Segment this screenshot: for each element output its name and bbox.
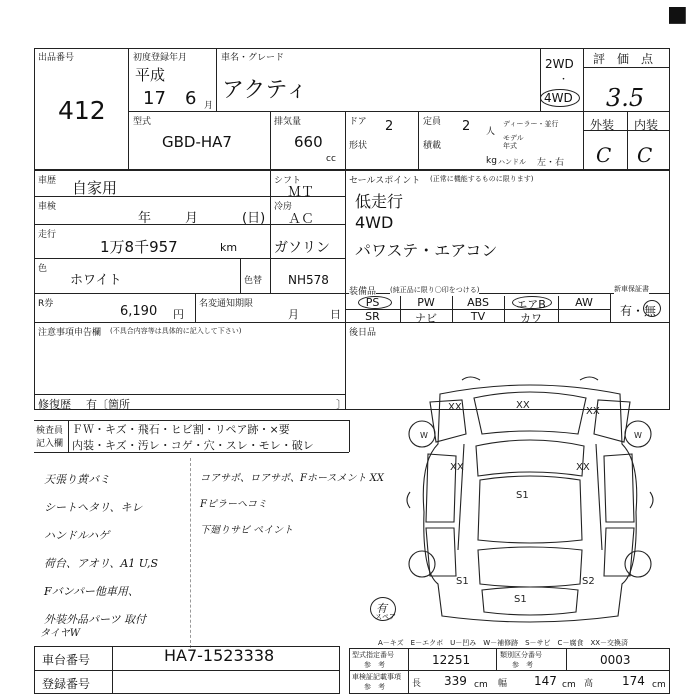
- shift-label: シフト: [274, 176, 302, 186]
- drive-4wd: 4WD: [544, 91, 573, 105]
- inspector-label-2: 記入欄: [36, 439, 64, 449]
- mark-s1-3: S1: [514, 594, 527, 605]
- interior-label: 内装: [634, 118, 659, 132]
- equip-leather: カワ: [520, 312, 542, 325]
- aftermarket-label: 後日品: [349, 328, 377, 338]
- color-value: ホワイト: [70, 273, 122, 288]
- height-unit: cm: [652, 680, 666, 690]
- mark-s1-1: S1: [516, 490, 529, 501]
- type-value: 12251: [432, 653, 471, 667]
- inspection-year: 年: [138, 211, 152, 226]
- inspector-label-1: 検査員: [36, 426, 64, 436]
- spare-mark: 有: [376, 602, 387, 615]
- mark-xx-2: XX: [516, 400, 530, 411]
- shape-label: 形状: [349, 141, 368, 151]
- chassis-label: 車台番号: [42, 653, 91, 667]
- drive-2wd: 2WD: [545, 57, 574, 71]
- equipment-label: 装備品: [349, 284, 376, 297]
- car-name: アクティ: [222, 78, 308, 103]
- history-label: 車歴: [38, 176, 57, 186]
- diagram-legend: A－キズ E－エクボ U－凹み W－補修跡 S－サビ C－腐食 XX－交換済: [378, 639, 629, 647]
- equipment-note: (純正品に限り〇印をつける): [390, 286, 480, 294]
- repair-label: 修復歴: [38, 398, 71, 411]
- load-label: 積載: [423, 141, 442, 151]
- spare-label: スペア: [375, 613, 396, 621]
- warranty-value: 有・無: [620, 304, 657, 318]
- length-label: 長: [412, 679, 422, 689]
- height-value: 174: [622, 674, 645, 688]
- caution-label: 注意事項申告欄: [38, 328, 102, 338]
- caution-note: (不具合内容等は具体的に記入して下さい): [110, 327, 242, 335]
- capacity-label: 定員: [423, 117, 442, 127]
- registration-era: 平成: [135, 66, 166, 84]
- class-label: 類別区分番号: [500, 651, 542, 659]
- equip-airbag: エアB: [516, 298, 546, 311]
- type-sub: 参 考: [364, 661, 385, 669]
- registration-year: 17: [143, 88, 166, 109]
- doors-label: ドア: [349, 117, 367, 127]
- selling-points-label: セールスポイント: [349, 176, 421, 186]
- comment-tire: タイヤW: [40, 628, 81, 639]
- mileage-value: 1万8千957: [100, 238, 178, 256]
- repair-close: 〕: [336, 398, 347, 411]
- selling-points-note: (正常に機能するものに限ります): [430, 175, 534, 183]
- handle-label: ハンドル: [498, 158, 526, 166]
- ac-label: 冷房: [274, 202, 293, 212]
- mark-s2: S2: [582, 576, 595, 587]
- equip-pw: PW: [417, 296, 435, 309]
- exterior-grade: C: [596, 143, 612, 167]
- header-block: [34, 48, 670, 170]
- month-unit: 月: [204, 101, 214, 111]
- kg-unit: kg: [486, 156, 497, 166]
- height-label: 高: [584, 679, 594, 689]
- car-diagram: [400, 372, 660, 634]
- repair-value: 有〔箇所: [86, 398, 130, 411]
- warranty-circle: [643, 300, 661, 317]
- warranty-label: 新車保証書: [614, 285, 649, 293]
- drive-separator: ・: [559, 75, 569, 85]
- equip-navi: ナビ: [415, 312, 437, 325]
- chassis-value: HA7-1523338: [164, 646, 275, 665]
- capacity-value: 2: [462, 119, 471, 134]
- inspection-label: 車検: [38, 202, 57, 212]
- mark-w-2: W: [634, 431, 642, 440]
- equip-abs: ABS: [467, 296, 489, 309]
- color-code-label: 色替: [244, 276, 263, 286]
- mark-s1-2: S1: [456, 576, 469, 587]
- recycle-unit: 円: [173, 308, 184, 321]
- model-year-label: モデル 年式: [503, 134, 524, 150]
- dims-sub: 参 考: [364, 683, 385, 691]
- color-label: 色: [38, 264, 48, 274]
- mark-w-1: W: [420, 431, 428, 440]
- score-value: 3.5: [606, 84, 645, 112]
- recycle-fee: 6,190: [120, 304, 158, 319]
- doors-value: 2: [385, 119, 394, 134]
- lot-label: 出品番号: [38, 53, 75, 63]
- inspection-day: (日): [242, 211, 266, 226]
- inspector-row-1: ＦＷ・キズ・飛石・ヒビ割・リペア跡・×要: [72, 423, 290, 436]
- displacement-label: 排気量: [274, 117, 302, 127]
- model-label: 型式: [133, 117, 152, 127]
- model-value: GBD-HA7: [162, 133, 232, 151]
- selling-point-1: 低走行: [355, 192, 404, 211]
- width-unit: cm: [562, 680, 576, 690]
- tax-label: 名変通知期限: [199, 299, 254, 309]
- car-name-label: 車名・グレード: [221, 53, 285, 63]
- color-code-value: NH578: [288, 273, 329, 287]
- selling-point-2: 4WD: [355, 213, 394, 232]
- length-value: 339: [444, 674, 467, 688]
- length-unit: cm: [474, 680, 488, 690]
- inspector-row-2: 内装・キズ・汚レ・コゲ・穴・スレ・モレ・破レ: [72, 439, 314, 452]
- registration-month: 6: [185, 88, 197, 109]
- registration-label: 初度登録年月: [133, 53, 188, 63]
- mileage-unit: km: [220, 241, 238, 254]
- displacement-value: 660: [294, 133, 323, 151]
- class-value: 0003: [600, 653, 631, 667]
- tax-day: 日: [330, 308, 341, 321]
- equip-tv: TV: [470, 310, 486, 323]
- equip-sr: SR: [365, 310, 380, 323]
- exterior-label: 外装: [590, 118, 615, 132]
- mark-xx-3: XX: [586, 406, 600, 417]
- tax-month: 月: [288, 308, 299, 321]
- type-label: 型式指定番号: [352, 651, 394, 659]
- class-sub: 参 考: [512, 661, 533, 669]
- corner-mark: ■: [667, 2, 688, 27]
- fuel-value: ガソリン: [274, 240, 330, 256]
- capacity-unit: 人: [486, 127, 496, 137]
- mark-xx-1: XX: [448, 402, 462, 413]
- width-label: 幅: [498, 679, 508, 689]
- shift-value: ＭＴ: [288, 185, 315, 200]
- history-value: 自家用: [72, 179, 118, 197]
- score-label: 評 価 点: [593, 52, 654, 66]
- displacement-unit: cc: [326, 154, 336, 164]
- comments-left: 天張り黄バミ シートヘタリ、キレ ハンドルハゲ 荷台、アオリ、A1 U,S Fバンパー他車用、 外装外品パーツ 取付: [44, 473, 159, 626]
- width-value: 147: [534, 674, 557, 688]
- interior-grade: C: [637, 143, 653, 167]
- inspection-month: 月: [185, 211, 199, 226]
- recycle-label: R券: [38, 299, 54, 309]
- equip-ps: PS: [365, 296, 380, 309]
- equip-aw: AW: [575, 296, 593, 309]
- mark-xx-5: XX: [576, 462, 590, 473]
- mileage-label: 走行: [38, 230, 57, 240]
- selling-point-3: パワステ・エアコン: [355, 241, 498, 260]
- registration-label: 登録番号: [42, 677, 91, 691]
- ac-value: ＡＣ: [288, 212, 315, 227]
- dims-label: 車検証記載事項: [352, 673, 401, 681]
- handle-value: 左・右: [537, 158, 565, 168]
- lot-number: 412: [58, 96, 106, 125]
- comments-right: コアサポ、ロアサポ、Fホースメント XX Fピラーヘコミ 下廻りサビ ペイント: [200, 473, 384, 536]
- dealer-label: ディーラー・並行: [503, 120, 559, 128]
- mark-xx-4: XX: [450, 462, 464, 473]
